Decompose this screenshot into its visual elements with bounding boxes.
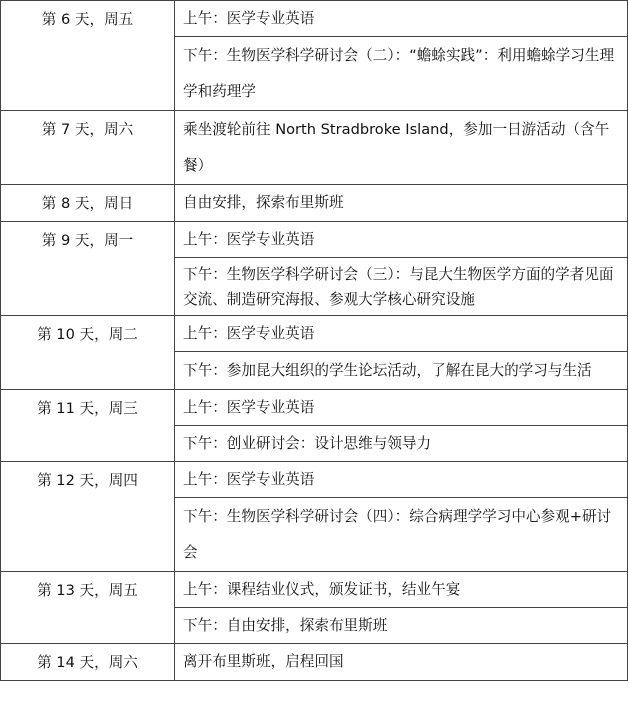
table-row: [1, 1, 628, 37]
day-cell: 第 11 天，周三: [1, 390, 175, 462]
table-row: [1, 572, 628, 608]
activity-cell: [175, 608, 628, 644]
activity-text: 上午：医学专业英语: [183, 10, 315, 27]
activity-cell: [175, 390, 628, 426]
table-row: [1, 462, 628, 498]
day-cell: 第 14 天，周六: [1, 644, 175, 681]
activity-cell: [175, 222, 628, 258]
activity-text: 下午：参加昆大组织的学生论坛活动，了解在昆大的学习与生活: [183, 362, 592, 379]
table-row: [1, 111, 628, 185]
day-cell: 第 9 天，周一: [1, 222, 175, 316]
activity-cell: [175, 258, 628, 316]
day-cell: 第 8 天，周日: [1, 185, 175, 222]
activity-cell: [175, 1, 628, 37]
activity-text: 下午：生物医学科学研讨会（四）：综合病理学学习中心参观+研讨会: [183, 508, 612, 561]
activity-text: 自由安排，探索布里斯班: [183, 194, 344, 211]
activity-cell: [175, 316, 628, 352]
activity-text: 上午：医学专业英语: [183, 471, 315, 488]
day-cell: 第 7 天，周六: [1, 111, 175, 185]
day-cell: 第 12 天，周四: [1, 462, 175, 572]
activity-text: 下午：生物医学科学研讨会（三）：与昆大生物医学方面的学者见面交流、制造研究海报、参观大学核心研究设施: [183, 266, 614, 308]
activity-cell: [175, 572, 628, 608]
activity-cell: [175, 37, 628, 111]
activity-cell: [175, 498, 628, 572]
activity-text: 乘坐渡轮前往 North Stradbroke Island，参加一日游活动（含午餐）: [183, 121, 610, 174]
activity-text: 上午：医学专业英语: [183, 231, 315, 248]
activity-cell: [175, 185, 628, 222]
table-row: [1, 316, 628, 352]
table-row: [1, 222, 628, 258]
activity-text: 上午：医学专业英语: [183, 399, 315, 416]
day-cell: 第 6 天，周五: [1, 1, 175, 111]
activity-cell: [175, 352, 628, 390]
activity-text: 下午：创业研讨会：设计思维与领导力: [183, 435, 432, 452]
activity-cell: [175, 644, 628, 681]
activity-text: 下午：生物医学科学研讨会（二）：“蟾蜍实践”：利用蟾蜍学习生理学和药理学: [183, 47, 615, 100]
activity-cell: [175, 111, 628, 185]
day-cell: 第 13 天，周五: [1, 572, 175, 644]
activity-cell: [175, 426, 628, 462]
activity-text: 上午：课程结业仪式，颁发证书，结业午宴: [183, 581, 461, 598]
day-cell: 第 10 天，周二: [1, 316, 175, 390]
table-row: [1, 390, 628, 426]
activity-cell: [175, 462, 628, 498]
activity-text: 上午：医学专业英语: [183, 325, 315, 342]
table-row: [1, 644, 628, 681]
table-row: [1, 185, 628, 222]
activity-text: 离开布里斯班，启程回国: [183, 653, 344, 670]
activity-text: 下午：自由安排，探索布里斯班: [183, 617, 388, 634]
